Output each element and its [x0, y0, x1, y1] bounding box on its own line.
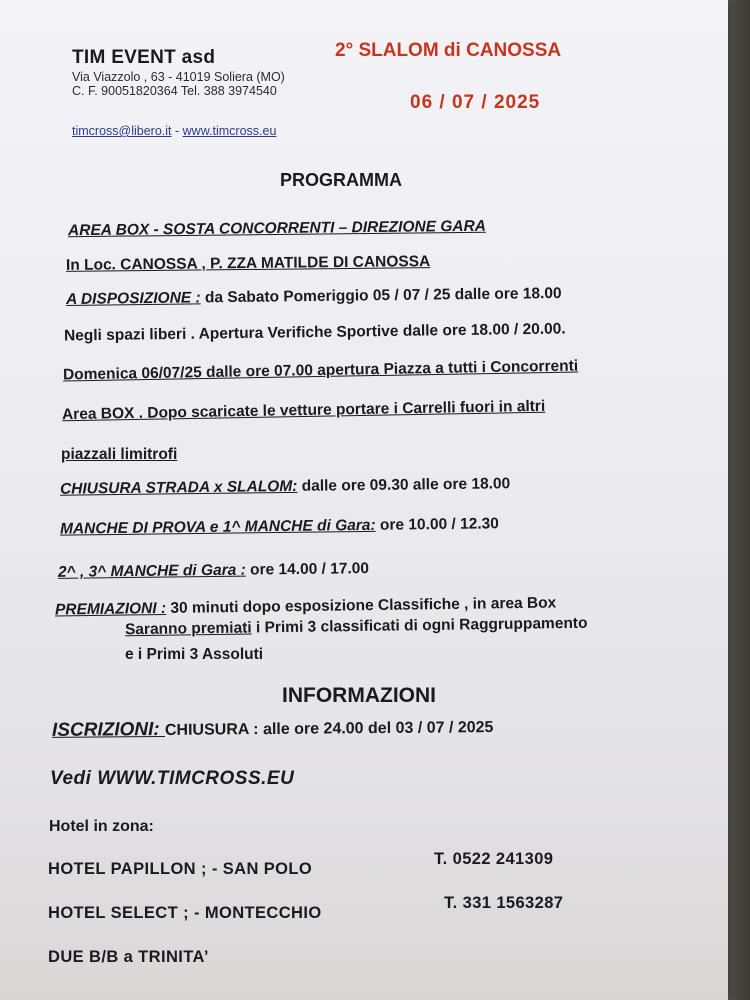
iscrizioni-text: CHIUSURA : alle ore 24.00 del 03 / 07 / 2025 — [164, 719, 494, 739]
chiusura-line — [60, 475, 510, 498]
programma-heading: PROGRAMMA — [280, 170, 402, 190]
iscrizioni-line — [52, 716, 494, 742]
hotel-heading: Hotel in zona: — [49, 818, 154, 835]
area-box-line: AREA BOX - SOSTA CONCORRENTI – DIREZIONE GARA — [67, 217, 487, 240]
location-line: In Loc. CANOSSA , P. ZZA MATILDE DI CANOSSA — [65, 253, 431, 274]
email-link[interactable]: timcross@libero.it — [72, 124, 172, 138]
informazioni-heading: INFORMAZIONI — [282, 684, 436, 707]
manche-2-label: 2^ , 3^ MANCHE di Gara : — [57, 561, 246, 581]
manche-prova-text: ore 10.00 / 12.30 — [375, 515, 499, 534]
spazi-line: Negli spazi liberi . Apertura Verifiche Sportive dalle ore 18.00 / 20.00. — [63, 320, 566, 345]
domenica-line: Domenica 06/07/25 dalle ore 07.00 apertura Piazza a tutti i Concorrenti — [62, 357, 579, 384]
hotel-item-3-name: DUE B/B a TRINITA’ — [48, 948, 209, 966]
piazzali-line: piazzali limitrofi — [61, 446, 178, 463]
chiusura-text: dalle ore 09.30 alle ore 18.00 — [297, 475, 511, 495]
event-date: 06 / 07 / 2025 — [410, 92, 541, 113]
premiati-text: i Primi 3 classificati di ogni Raggruppamento — [251, 614, 588, 637]
chiusura-label: CHIUSURA STRADA x SLALOM: — [59, 477, 298, 498]
contact-links — [72, 124, 276, 138]
premiati-label: Saranno premiati — [124, 619, 252, 639]
premiazioni-text: 30 minuti dopo esposizione Classifiche , in area Box — [165, 594, 557, 617]
iscrizioni-label: ISCRIZIONI: — [51, 718, 166, 741]
area-box-2-line: Area BOX . Dopo scaricate le vetture portare i Carrelli fuori in altri — [61, 397, 546, 424]
disposizione-text: da Sabato Pomeriggio 05 / 07 / 25 dalle ore 18.00 — [200, 284, 562, 307]
hotel-item-1-tel: T. 0522 241309 — [434, 850, 554, 868]
manche-prova-label: MANCHE DI PROVA e 1^ MANCHE di Gara: — [59, 516, 376, 538]
event-title: 2° SLALOM di CANOSSA — [335, 40, 562, 61]
manche-prova-line — [60, 515, 499, 538]
hotel-item-1-name: HOTEL PAPILLON ; - SAN POLO — [48, 860, 313, 878]
link-separator: - — [175, 124, 180, 138]
assoluti-line: e i Primi 3 Assoluti — [125, 646, 264, 663]
vedi-website: Vedi WWW.TIMCROSS.EU — [50, 768, 295, 789]
org-cf-tel: C. F. 90051820364 Tel. 388 3974540 — [72, 84, 277, 98]
premiati-line — [125, 615, 588, 639]
org-name: TIM EVENT asd — [72, 47, 216, 68]
website-link[interactable]: www.timcross.eu — [182, 124, 277, 138]
hotel-item-2-name: HOTEL SELECT ; - MONTECCHIO — [48, 904, 322, 922]
premiazioni-label: PREMIAZIONI : — [54, 599, 167, 619]
org-address: Via Viazzolo , 63 - 41019 Soliera (MO) — [72, 70, 285, 84]
disposizione-label: A DISPOSIZIONE : — [65, 289, 201, 309]
manche-2-line — [58, 560, 369, 582]
hotel-item-2-tel: T. 331 1563287 — [444, 894, 564, 912]
disposizione-line — [66, 285, 562, 309]
manche-2-text: ore 14.00 / 17.00 — [245, 560, 370, 579]
